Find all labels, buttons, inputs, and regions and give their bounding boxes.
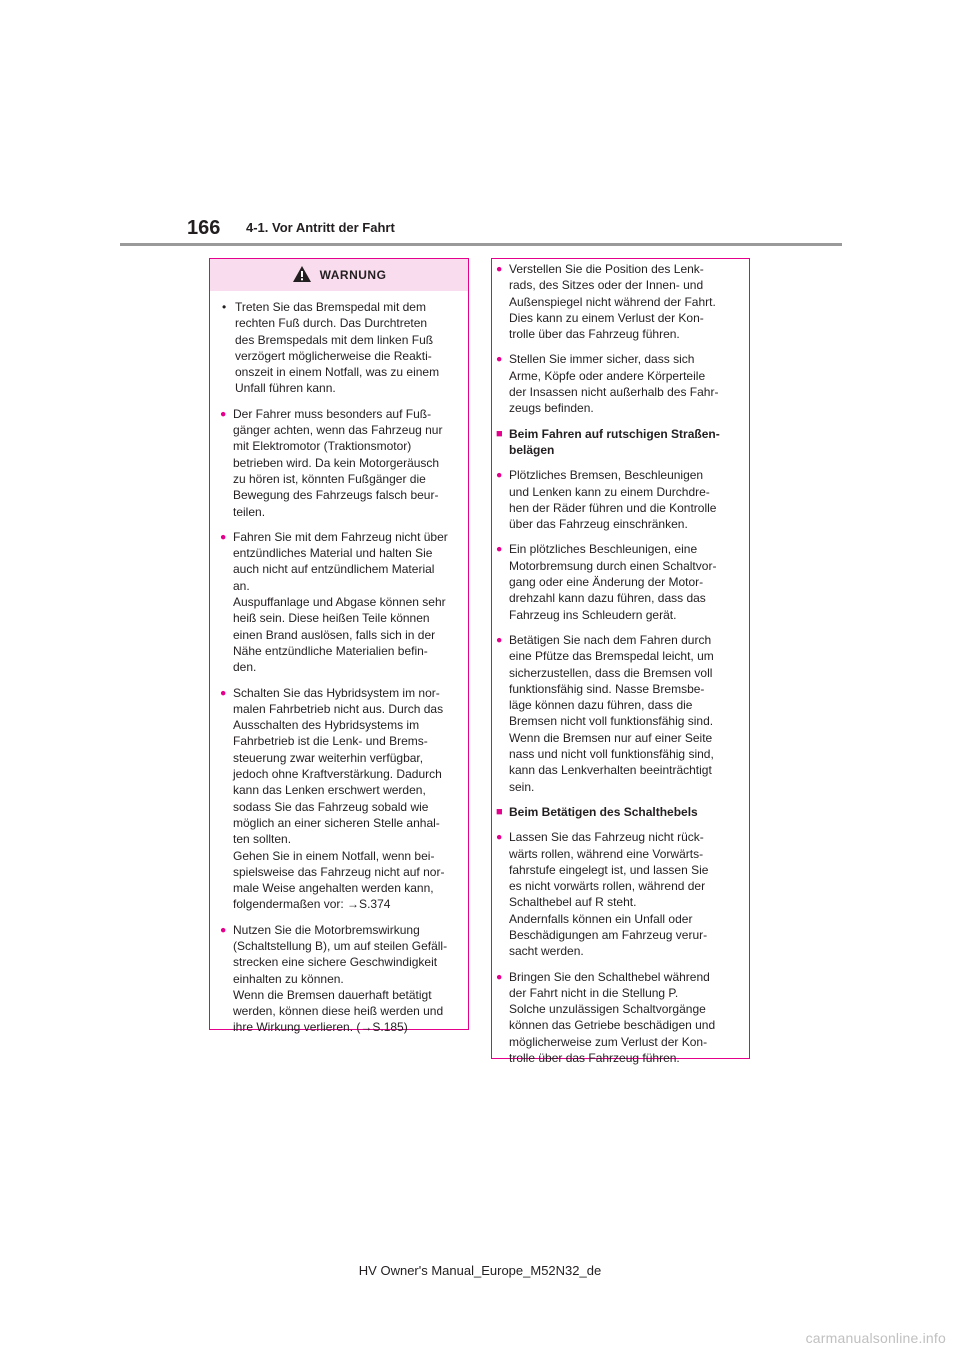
continued-box xyxy=(491,258,750,1066)
list-item xyxy=(496,261,739,342)
list-item xyxy=(496,467,739,532)
item-text: Treten Sie das Bremspedal mit dem rechten Fuß durch. Das Durchtreten des Bremspedals mit dem linken Fuß verzögert möglicherweise die Reakti- onszeit in einem Notfall, was zu einem Unfall führen kann. xyxy=(235,300,440,396)
circle-bullet-icon: ● xyxy=(496,831,503,844)
item-text: Der Fahrer muss besonders auf Fuß- gänger achten, wenn das Fahrzeug nur mit Elektromotor (Traktionsmotor) betrieben wird. Da kein Motorgeräusch zu hören ist, könnten Fußgänger die Bewegung des Fahrzeugs falsch beur- teilen. xyxy=(233,406,443,519)
item-text: Stellen Sie immer sicher, dass sich Arme, Köpfe oder andere Körperteile der Insassen nicht außerhalb des Fahr- zeugs befinden. xyxy=(509,352,719,416)
circle-bullet-icon: ● xyxy=(220,686,227,699)
list-item xyxy=(220,685,458,913)
circle-bullet-icon: ● xyxy=(220,407,227,420)
circle-bullet-icon: ● xyxy=(496,263,503,275)
list-item xyxy=(220,922,458,1036)
circle-bullet-icon: ● xyxy=(496,970,503,983)
warning-body xyxy=(210,291,468,1036)
list-item xyxy=(220,529,458,676)
warning-box xyxy=(209,258,469,1035)
list-item xyxy=(496,351,739,416)
subheading xyxy=(496,804,739,820)
footer-text: HV Owner's Manual_Europe_M52N32_de xyxy=(358,1263,602,1278)
circle-bullet-icon: ● xyxy=(220,923,227,936)
warning-header xyxy=(210,259,468,291)
circle-bullet-icon: ● xyxy=(496,633,503,646)
page-number: 166 xyxy=(187,217,221,239)
item-text: Bringen Sie den Schalthebel während der Fahrt nicht in die Stellung P. Solche unzulässigen Schaltvorgänge können das Getriebe beschädigen und möglicherweise zum Verlust der Kon- trolle über das Fahrzeug führen. xyxy=(509,969,716,1066)
continued-body xyxy=(492,261,749,1066)
item-text: Plötzliches Bremsen, Beschleunigen und Lenken kann zu einem Durchdre- hen der Räder führen und die Kontrolle über das Fahrzeug einschränken. xyxy=(509,468,717,532)
list-item xyxy=(496,632,739,795)
square-bullet-icon: ■ xyxy=(496,427,503,440)
list-item xyxy=(496,541,739,622)
square-bullet-icon: ■ xyxy=(496,805,503,818)
item-text: Beim Fahren auf rutschigen Straßen- belägen xyxy=(509,426,720,457)
list-item xyxy=(220,406,458,520)
header-rule xyxy=(120,243,842,246)
watermark: carmanualsonline.info xyxy=(805,1330,946,1346)
item-text: Fahren Sie mit dem Fahrzeug nicht über entzündliches Material und halten Sie auch nicht auf entzündlichem Material an. Auspuffanlage und Abgase können sehr heiß sein. Diese heißen Teile können einen Brand auslösen, falls sich in der Nähe entzündliche Materialien befin- den. xyxy=(233,529,448,675)
item-text: Nutzen Sie die Motorbremswirkung (Schaltstellung B), um auf steilen Gefäll- strecken eine sichere Geschwindigkeit einhalten zu können. Wenn die Bremsen dauerhaft betätigt werden, können diese heiß werden und ihre Wirkung verlieren. (→S.185) xyxy=(233,922,448,1035)
list-item xyxy=(496,829,739,959)
item-text: Beim Betätigen des Schalthebels xyxy=(509,804,698,819)
item-text: Verstellen Sie die Position des Lenk- rads, des Sitzes oder der Innen- und Außenspiegel nicht während der Fahrt. Dies kann zu einem Verlust der Kon- trolle über das Fahrzeug führen. xyxy=(509,262,716,342)
circle-bullet-icon: ● xyxy=(496,469,503,482)
item-text: Schalten Sie das Hybridsystem im nor- malen Fahrbetrieb nicht aus. Durch das Ausschalten des Hybridsystems im Fahrbetrieb ist die Lenk- und Brems- steuerung zwar weiterhin verfügbar, jedoch ohne Kraftverstärkung. Dadurch kann das Lenken erschwert werden, sodass Sie das Fahrzeug sobald wie möglich an einer sicheren Stelle anhal- ten sollten. Gehen Sie in einem Notfall, wenn bei- spielsweise das Fahrzeug nicht auf nor- male Weise angehalten werden kann, folgendermaßen vor: →S.374 xyxy=(233,685,445,912)
list-item xyxy=(496,969,739,1067)
item-text: Lassen Sie das Fahrzeug nicht rück- wärts rollen, während eine Vorwärts- fahrstufe eingelegt ist, und lassen Sie es nicht vorwärts rollen, während der Schalthebel auf R steht. Andernfalls können ein Unfall oder Beschädigungen am Fahrzeug verur- sacht werden. xyxy=(509,830,709,959)
item-text: Ein plötzliches Beschleunigen, eine Motorbremsung durch einen Schaltvor- gang oder eine Änderung der Motor- drehzahl kann dazu führen, dass das Fahrzeug ins Schleudern gerät. xyxy=(509,542,717,622)
item-text: Betätigen Sie nach dem Fahren durch eine Pfütze das Bremspedal leicht, um sicherzustellen, dass die Bremsen voll funktionsfähig sind. Nasse Bremsbe- läge können dazu führen, dass die Bremsen nicht voll funktionsfähig sind. Wenn die Bremsen nur auf einer Seite nass und nicht voll funktionsfähig sind, kann das Lenkverhalten beeinträchtigt sein. xyxy=(509,632,714,794)
list-item xyxy=(220,299,458,397)
circle-bullet-icon: ● xyxy=(220,530,227,543)
subheading xyxy=(496,426,739,459)
section-title: 4-1. Vor Antritt der Fahrt xyxy=(246,220,395,235)
warning-title: WARNUNG xyxy=(319,268,387,282)
warning-triangle-icon xyxy=(292,265,312,286)
dot-bullet-icon: • xyxy=(222,300,227,314)
circle-bullet-icon: ● xyxy=(496,353,503,366)
circle-bullet-icon: ● xyxy=(496,543,503,556)
